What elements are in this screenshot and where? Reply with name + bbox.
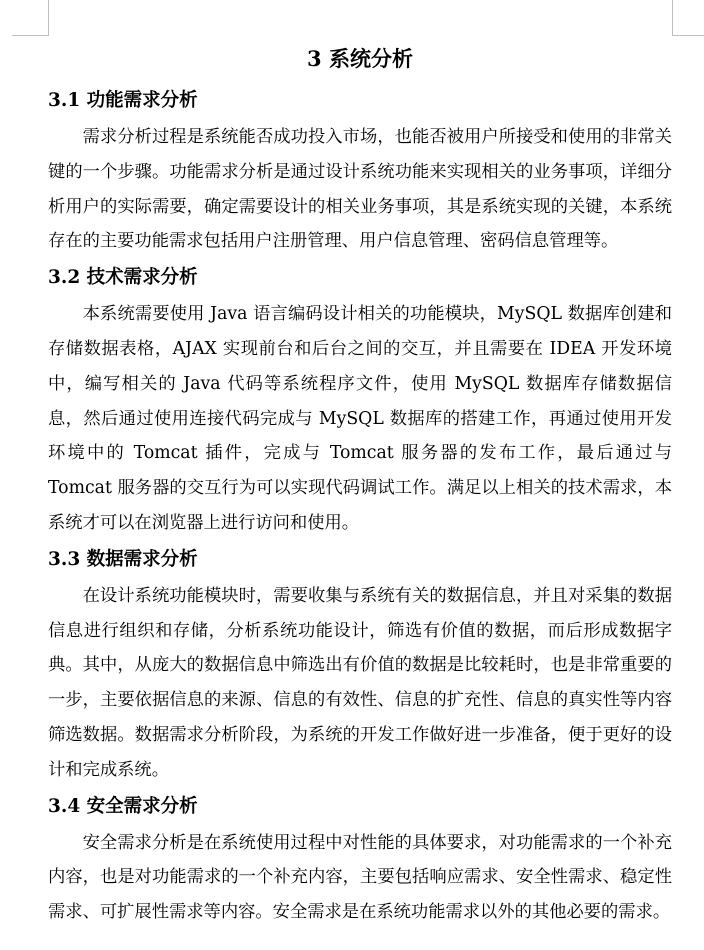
crop-mark-top-right-horizontal [672,35,704,36]
crop-mark-top-left-horizontal [12,35,48,36]
section-paragraph: 在设计系统功能模块时，需要收集与系统有关的数据信息，并且对采集的数据信息进行组织和存储，分析系统功能设计，筛选有价值的数据，而后形成数据字典。其中，从庞大的数据信息中筛选出有价值的数据是比较耗时，也是非常重要的一步，主要依据信息的来源、信息的有效性、信息的扩充性、信息的真实性等内容筛选数据。数据需求分析阶段，为系统的开发工作做好进一步准备，便于更好的设计和完成系统。 [48,585,672,780]
section-paragraph: 需求分析过程是系统能否成功投入市场，也能否被用户所接受和使用的非常关键的一个步骤。功能需求分析是通过设计系统功能来实现相关的业务事项，详细分析用户的实际需要，确定需要设计的相关业务事项，其是系统实现的关键，本系统存在的主要功能需求包括用户注册管理、用户信息管理、密码信息管理等。 [48,127,672,252]
crop-mark-top-left-vertical [48,0,49,36]
section-heading: 3.2 技术需求分析 [48,267,198,289]
section-3-2 [48,265,672,541]
document-page [48,44,672,936]
section-paragraph: 本系统需要使用 Java 语言编码设计相关的功能模块，MySQL 数据库创建和存储数据表格，AJAX 实现前台和后台之间的交互，并且需要在 IDEA 开发环境中，编写相关的 Java 代码等系统程序文件，使用 MySQL 数据库存储数据信息，然后通过使用连接代码完成与 MySQL 数据库的搭建工作，再通过使用开发环境中的 Tomcat 插件，完成与 Tomcat 服务器的发布工作，最后通过与 Tomcat 服务器的交互行为可以实现代码调试工作。满足以上相关的技术需求，本系统才可以在浏览器上进行访问和使用。 [48,304,672,533]
section-heading: 3.4 安全需求分析 [48,795,198,817]
section-3-4 [48,794,672,930]
crop-mark-top-right-vertical [672,0,673,36]
section-3-3 [48,547,672,788]
section-paragraph: 安全需求分析是在系统使用过程中对性能的具体要求，对功能需求的一个补充内容，也是对功能需求的一个补充内容，主要包括响应需求、安全性需求、稳定性需求、可扩展性需求等内容。安全需求是在系统功能需求以外的其他必要的需求。 [48,832,672,923]
section-3-1 [48,88,672,259]
chapter-title: 3 系统分析 [307,46,413,71]
section-heading: 3.3 数据需求分析 [48,548,198,570]
section-heading: 3.1 功能需求分析 [48,90,198,111]
